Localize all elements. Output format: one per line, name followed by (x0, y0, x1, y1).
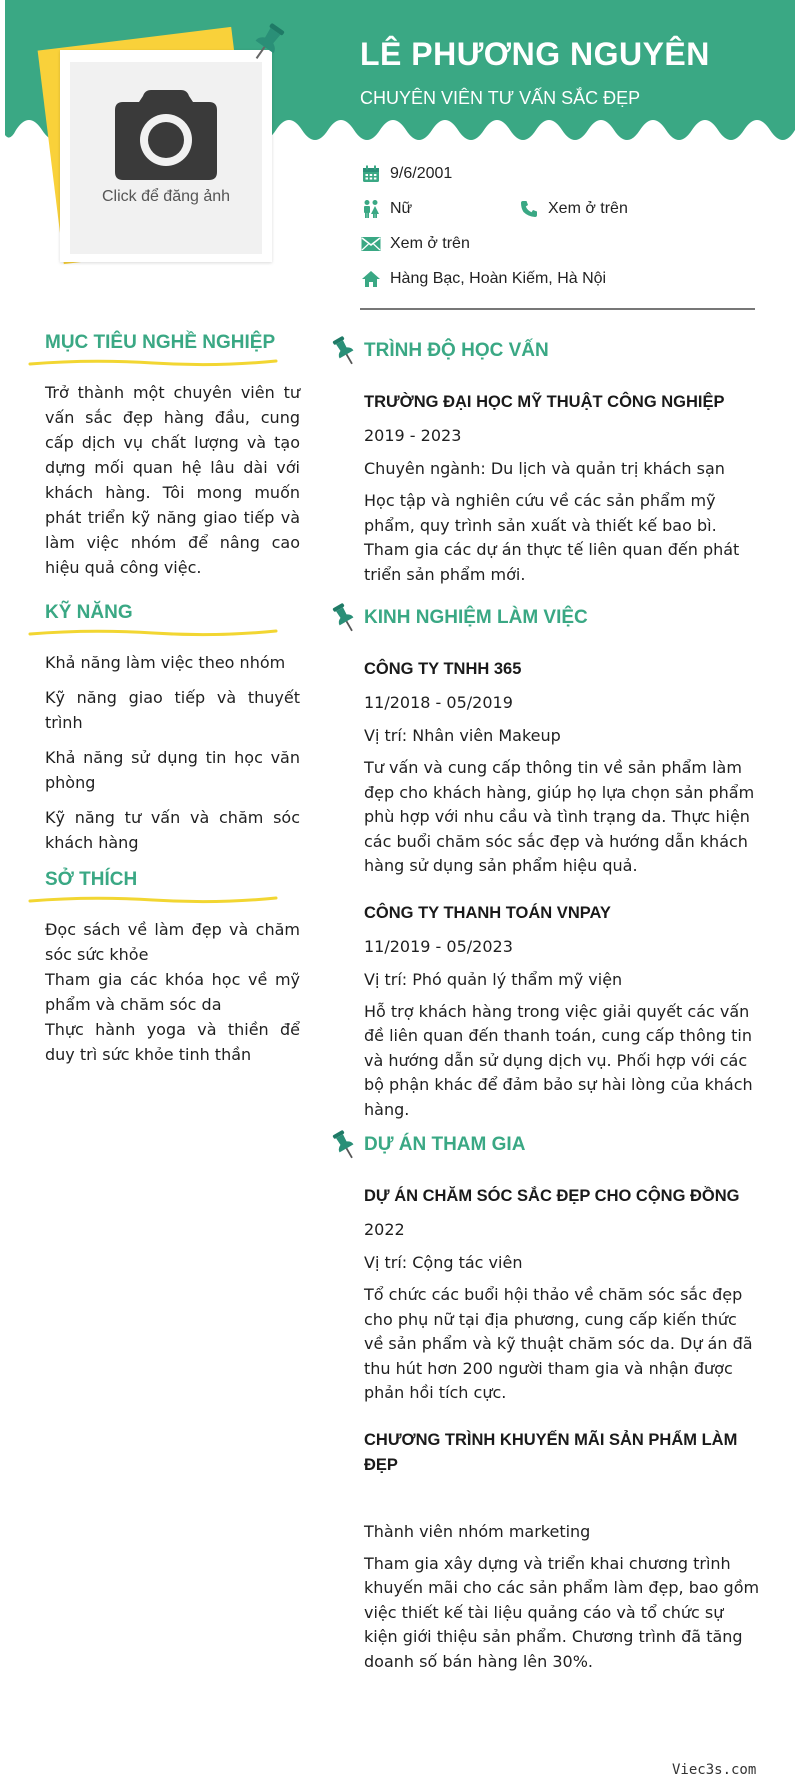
hobby-item: Đọc sách về làm đẹp và chăm sóc sức khỏe (45, 920, 300, 964)
left-column (28, 332, 300, 1067)
candidate-name: LÊ PHƯƠNG NGUYÊN (360, 36, 710, 72)
project-position: Thành viên nhóm marketing (364, 1521, 591, 1541)
experience-period: 11/2019 - 05/2023 (364, 936, 513, 956)
phone-value: Xem ở trên (548, 200, 628, 217)
objective-title: MỤC TIÊU NGHỀ NGHIỆP (45, 332, 276, 353)
project-position: Vị trí: Cộng tác viên (364, 1253, 523, 1272)
pushpin-icon (330, 603, 358, 639)
skill-item: Khả năng làm việc theo nhóm (45, 653, 286, 672)
company-name: CÔNG TY TNHH 365 (364, 660, 522, 678)
education-major: Chuyên ngành: Du lịch và quản trị khách sạn (364, 459, 725, 478)
photo-frame[interactable] (60, 50, 272, 262)
education-period: 2019 - 2023 (364, 426, 462, 445)
hobbies-title: SỞ THÍCH (45, 869, 138, 890)
candidate-job-title: CHUYÊN VIÊN TƯ VẤN SẮC ĐẸP (360, 88, 641, 108)
project-period (364, 1487, 760, 1511)
pushpin-icon (330, 336, 358, 372)
project-entry (330, 1184, 760, 1406)
projects-section-header (330, 1134, 760, 1160)
education-title: TRÌNH ĐỘ HỌC VẤN (364, 340, 549, 361)
education-section-header (330, 340, 760, 366)
hobby-item: Tham gia các khóa học về mỹ phẩm và chăm sóc da (45, 970, 300, 1014)
header-divider (360, 308, 755, 310)
right-column (330, 340, 760, 1674)
experience-title: KINH NGHIỆM LÀM VIỆC (364, 607, 588, 628)
contact-phone (518, 199, 628, 219)
project-name: CHƯƠNG TRÌNH KHUYẾN MÃI SẢN PHẨM LÀM ĐẸP (364, 1430, 738, 1474)
experience-period: 11/2018 - 05/2019 (364, 693, 513, 712)
squiggle-divider (28, 628, 278, 638)
projects-title: DỰ ÁN THAM GIA (364, 1134, 526, 1155)
calendar-icon (360, 164, 382, 184)
watermark: Viec3s.com (672, 1762, 757, 1778)
phone-icon (518, 199, 540, 219)
project-description: Tổ chức các buổi hội thảo về chăm sóc sắc đẹp cho phụ nữ tại địa phương, cung cấp kiến thức về sản phẩm và kỹ thuật chăm sóc da. Dự án đã thu hút hơn 200 người tham gia và nhận được phản hồi tích cực. (364, 1285, 753, 1402)
camera-icon (113, 88, 219, 186)
education-description: Học tập và nghiên cứu về các sản phẩm mỹ phẩm, quy trình sản xuất và thiết kế bao bì. Tham gia các dự án thực tế liên quan đến phát triển sản phẩm mới. (364, 491, 740, 584)
objective-text: Trở thành một chuyên viên tư vấn sắc đẹp hàng đầu, cung cấp dịch vụ chất lượng và tạo dựng mối quan hệ lâu dài với khách hàng. Tôi mong muốn phát triển kỹ năng giao tiếp và làm việc nhóm để nâng cao hiệu quả công việc. (45, 383, 300, 577)
contact-email (360, 234, 470, 254)
photo-upload-caption[interactable]: Click để đăng ảnh (101, 188, 231, 205)
experience-position: Vị trí: Nhân viên Makeup (364, 726, 561, 745)
school-name: TRƯỜNG ĐẠI HỌC MỸ THUẬT CÔNG NGHIỆP (364, 393, 725, 411)
skills-title: KỸ NĂNG (45, 602, 133, 623)
address-value: Hàng Bạc, Hoàn Kiếm, Hà Nội (390, 270, 607, 287)
photo-placeholder[interactable] (70, 62, 262, 254)
skill-item: Khả năng sử dụng tin học văn phòng (45, 748, 300, 792)
project-period: 2022 (364, 1220, 405, 1239)
experience-description: Hỗ trợ khách hàng trong việc giải quyết các vấn đề liên quan đến thanh toán, cung cấp thông tin và hướng dẫn sử dụng dịch vụ. Phối hợp với các bộ phận khác để đảm bảo sự hài lòng của khách hàng. (364, 1001, 753, 1119)
gender-icon (360, 199, 382, 219)
gender-value: Nữ (390, 200, 413, 217)
experience-entry (330, 657, 760, 879)
contact-gender (360, 199, 412, 219)
email-value: Xem ở trên (390, 235, 470, 252)
birthday-value: 9/6/2001 (390, 165, 453, 182)
envelope-icon (360, 234, 382, 254)
project-entry (330, 1428, 760, 1675)
squiggle-divider (28, 358, 278, 368)
skill-item: Kỹ năng giao tiếp và thuyết trình (45, 688, 300, 732)
experience-position: Vị trí: Phó quản lý thẩm mỹ viện (364, 969, 623, 989)
home-icon (360, 269, 382, 289)
contact-birthday (360, 164, 452, 184)
experience-description: Tư vấn và cung cấp thông tin về sản phẩm làm đẹp cho khách hàng, giúp họ lựa chọn sản phẩm phù hợp với nhu cầu và tình trạng da. Thực hiện các buổi chăm sóc sắc đẹp và hướng dẫn khách hàng sử dụng sản phẩm hiệu quả. (364, 758, 755, 875)
project-description: Tham gia xây dựng và triển khai chương trình khuyến mãi cho các sản phẩm làm đẹp, bao gồm việc thiết kế tài liệu quảng cáo và tổ chức sự kiện giới thiệu sản phẩm. Chương trình đã tăng doanh số bán hàng lên 30%. (364, 1553, 760, 1671)
experience-entry (330, 901, 760, 1123)
contact-address (360, 269, 606, 289)
experience-section-header (330, 607, 760, 633)
pushpin-icon (248, 22, 288, 68)
hobby-item: Thực hành yoga và thiền để duy trì sức khỏe tinh thần (45, 1020, 300, 1064)
pushpin-icon (330, 1130, 358, 1166)
squiggle-divider (28, 895, 278, 905)
education-entry (330, 390, 760, 587)
skill-item: Kỹ năng tư vấn và chăm sóc khách hàng (45, 808, 300, 852)
project-name: DỰ ÁN CHĂM SÓC SẮC ĐẸP CHO CỘNG ĐỒNG (364, 1187, 740, 1205)
company-name: CÔNG TY THANH TOÁN VNPAY (364, 903, 611, 922)
